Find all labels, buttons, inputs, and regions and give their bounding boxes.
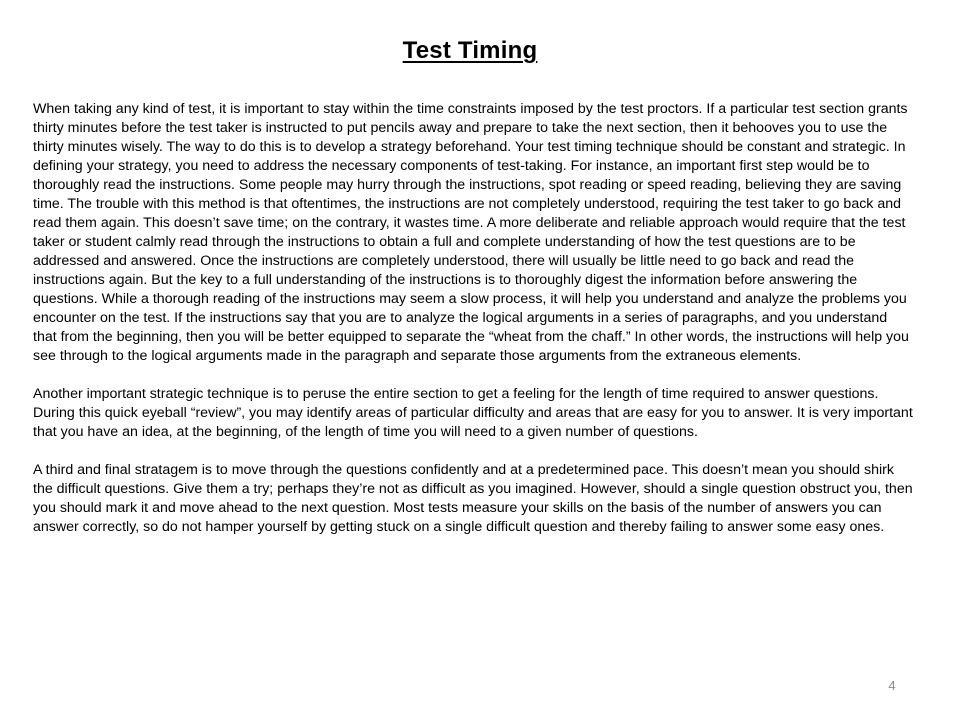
paragraph-peruse-section: Another important strategic technique is to peruse the entire section to get a feeling for the length of time required to answer questions. During this quick eyeball “review”, you may identify areas of particular difficulty and areas that are easy for you to answer. It is very important that you have an idea, at the beginning, of the length of time you will need to a given number of questions. — [33, 386, 913, 440]
slide-title: Test Timing — [402, 37, 538, 64]
paragraph-predetermined-pace: A third and final stratagem is to move through the questions confidently and at a predetermined pace. This doesn’t mean you should shirk the difficult questions. Give them a try; perhaps they’re not as difficult as you imagined. However, should a single question obstruct you, then you should mark it and move ahead to the next question. Most tests measure your skills on the basis of the number of answers you can answer correctly, so do not hamper yourself by getting stuck on a single difficult question and thereby failing to answer some easy ones. — [33, 462, 913, 535]
paragraph-test-timing-intro: When taking any kind of test, it is important to stay within the time constraints imposed by the test proctors. If a particular test section grants thirty minutes before the test taker is instructed to put pencils away and prepare to take the next section, then it behooves you to use the thirty minutes wisely. The way to do this is to develop a strategy beforehand. Your test timing technique should be constant and strategic. In defining your strategy, you need to address the necessary components of test-taking. For instance, an important first step would be to thoroughly read the instructions. Some people may hurry through the instructions, spot reading or speed reading, believing they are saving time. The trouble with this method is that oftentimes, the instructions are not completely understood, requiring the test taker to go back and read them again. This doesn’t save time; on the contrary, it wastes time. A more deliberate and reliable approach would require that the test taker or student calmly read through the instructions to obtain a full and complete understanding of how the test questions are to be addressed and answered. Once the instructions are completely understood, there will usually be little need to go back and read the instructions again. But the key to a full understanding of the instructions is to thoroughly digest the information before answering the questions. While a thorough reading of the instructions may seem a slow process, it will help you understand and analyze the problems you encounter on the test. If the instructions say that you are to analyze the logical arguments in a series of paragraphs, and you understand that from the beginning, then you will be better equipped to separate the “wheat from the chaff.” In other words, the instructions will help you see through to the logical arguments made in the paragraph and separate those arguments from the extraneous elements. — [33, 101, 909, 364]
slide-body — [33, 100, 913, 537]
page-number: 4 — [888, 678, 896, 693]
